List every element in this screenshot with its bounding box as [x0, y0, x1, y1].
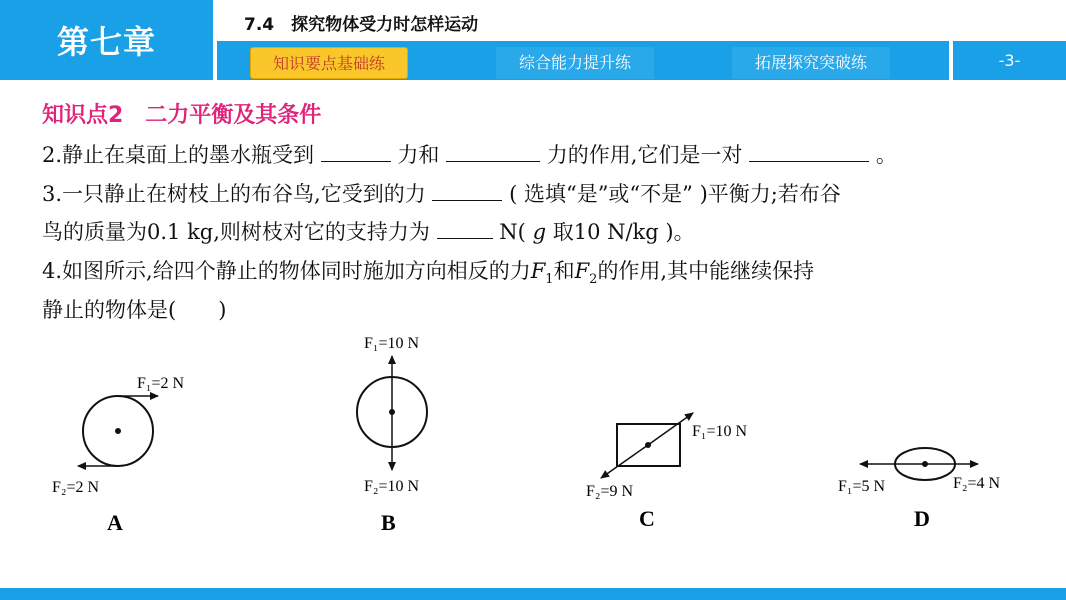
question-3-line-1 [42, 178, 841, 208]
force-subscript: 2 [589, 272, 598, 288]
tab-comprehensive-practice[interactable]: 综合能力提升练 [496, 47, 654, 79]
force-label-f1: F₁=2 N [137, 375, 185, 392]
page-number: -3- [953, 41, 1066, 80]
force-arrow-f1 [648, 413, 693, 445]
force-symbol: F [530, 259, 546, 283]
force-label-f1: F₁=10 N [364, 335, 420, 352]
q4-and: 和 [553, 259, 575, 283]
g-symbol: g [532, 220, 547, 244]
figure-a [52, 375, 185, 535]
answer-blank [321, 144, 391, 162]
center-dot [115, 428, 121, 434]
bottom-bar [0, 588, 1066, 600]
figure-d [838, 448, 1001, 531]
force-symbol: F [574, 259, 590, 283]
q3-text-c: 鸟的质量为0.1 kg,则树枝对它的支持力为 [42, 220, 430, 244]
section-title: 7.4 探究物体受力时怎样运动 [244, 15, 479, 35]
chapter-title: 第七章 [0, 0, 213, 80]
force-arrow-f2 [601, 445, 648, 478]
figure-b [357, 335, 427, 535]
force-label-f2: F₂=4 N [953, 475, 1001, 492]
force-label-f2: F₂=2 N [52, 479, 100, 496]
force-label-f1: F₁=5 N [838, 478, 886, 495]
force-label-f2: F₂=9 N [586, 483, 634, 500]
q2-text-b: 力和 [397, 143, 440, 167]
q3-text-a: 3.一只静止在树枝上的布谷鸟,它受到的力 [42, 182, 426, 206]
q4-text-b: 的作用,其中能继续保持 [597, 259, 815, 283]
option-label: A [107, 510, 123, 535]
option-label: B [381, 510, 396, 535]
force-label-f2: F₂=10 N [364, 478, 420, 495]
q2-text-c: 力的作用,它们是一对 [546, 143, 743, 167]
q4-text-a: 4.如图所示,给四个静止的物体同时施加方向相反的力 [42, 259, 531, 283]
option-label: D [914, 506, 930, 531]
q2-text-a: 2.静止在桌面上的墨水瓶受到 [42, 143, 315, 167]
force-label-f1: F₁=10 N [692, 423, 748, 440]
answer-blank [432, 183, 502, 201]
tab-basic-practice[interactable]: 知识要点基础练 [250, 47, 408, 79]
answer-blank [446, 144, 540, 162]
question-3-line-2 [42, 216, 695, 246]
question-4-line-1 [42, 255, 814, 287]
knowledge-point-title: 知识点2 二力平衡及其条件 [42, 103, 322, 128]
question-4-line-2 [42, 294, 226, 324]
option-label: C [639, 506, 655, 531]
force-subscript: 1 [545, 272, 554, 288]
figure-c [586, 413, 748, 531]
answer-blank [749, 144, 869, 162]
question-2 [42, 139, 897, 169]
q3-text-b: ( 选填“是”或“不是” )平衡力;若布谷 [509, 182, 841, 206]
q3-text-d: N( [499, 220, 526, 244]
tab-extension-practice[interactable]: 拓展探究突破练 [732, 47, 890, 79]
q2-text-d: 。 [875, 143, 897, 167]
force-diagrams [0, 330, 1066, 590]
q4-text-c: 静止的物体是( ) [42, 298, 227, 322]
q3-text-e: 取10 N/kg )。 [552, 220, 695, 244]
answer-blank [437, 221, 493, 239]
